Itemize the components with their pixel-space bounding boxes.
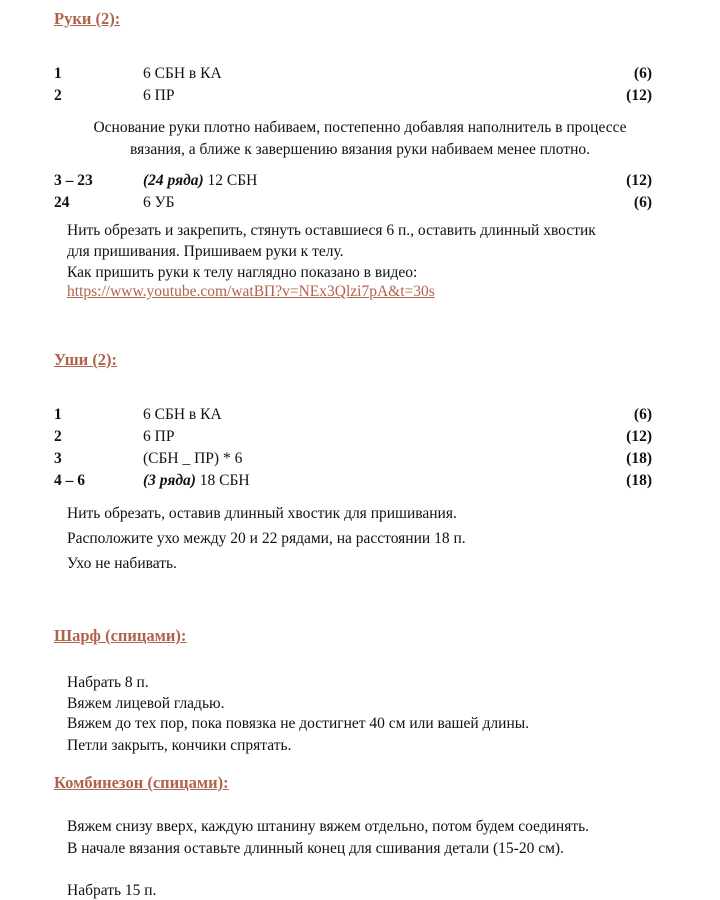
row-instruction: 6 ПР (143, 87, 175, 104)
scarf-heading: Шарф (спицами): (54, 626, 187, 645)
row-instruction (143, 472, 250, 490)
row-stitch: 18 СБН (195, 472, 250, 489)
scarf-line: Набрать 8 п. (67, 674, 149, 691)
row-instruction: 6 СБН в КА (143, 65, 222, 82)
stuffing-note-line: вязания, а ближе к завершению вязания руки набиваем менее плотно. (129, 141, 591, 158)
finish-note-line: Как пришить руки к телу наглядно показано в видео: (67, 264, 418, 281)
row-instruction: (СБН _ ПР) * 6 (143, 450, 243, 467)
row-count: (6) (633, 194, 652, 211)
overalls-line: Вяжем снизу вверх, каждую штанину вяжем отдельно, потом будем соединять. (67, 818, 590, 835)
row-count: (18) (626, 472, 652, 489)
arms-heading: Руки (2): (54, 9, 121, 28)
scarf-line: Петли закрыть, кончики спрятать. (67, 737, 292, 754)
row-stitch: 12 СБН (203, 172, 258, 189)
row-count: (6) (633, 65, 652, 82)
ears-heading: Уши (2): (54, 350, 118, 369)
ears-note-line: Ухо не набивать. (67, 555, 177, 572)
row-number: 24 (54, 194, 70, 211)
row-instruction: 6 УБ (143, 194, 175, 211)
overalls-line: В начале вязания оставьте длинный конец для сшивания детали (15-20 см). (67, 840, 564, 857)
row-number: 2 (54, 87, 62, 104)
row-instruction (143, 172, 257, 190)
row-number: 1 (54, 65, 62, 82)
row-count-italic: (24 ряда) (143, 172, 204, 189)
row-count: (6) (633, 406, 652, 423)
video-link[interactable]: https://www.youtube.com/watВП?v=NEx3Qlzi7pA&t=30s (67, 283, 435, 300)
overalls-heading: Комбинезон (спицами): (54, 773, 229, 792)
ears-note-line: Нить обрезать, оставив длинный хвостик для пришивания. (67, 505, 457, 522)
ears-note-line: Расположите ухо между 20 и 22 рядами, на расстоянии 18 п. (67, 530, 466, 547)
finish-note-line: Нить обрезать и закрепить, стянуть оставшиеся 6 п., оставить длинный хвостик (67, 222, 596, 239)
scarf-line: Вяжем лицевой гладью. (67, 695, 225, 712)
row-number: 3 (54, 450, 62, 467)
overalls-line: Набрать 15 п. (67, 882, 157, 899)
row-number: 1 (54, 406, 62, 423)
row-count: (18) (626, 450, 652, 467)
row-number: 3 – 23 (54, 172, 93, 189)
row-count: (12) (626, 172, 652, 189)
stuffing-note-line: Основание руки плотно набиваем, постепенно добавляя наполнитель в процессе (93, 119, 627, 136)
row-count: (12) (626, 87, 652, 104)
row-number: 2 (54, 428, 62, 445)
row-count: (12) (626, 428, 652, 445)
row-instruction: 6 СБН в КА (143, 406, 222, 423)
scarf-line: Вяжем до тех пор, пока повязка не достигнет 40 см или вашей длины. (67, 715, 530, 732)
row-instruction: 6 ПР (143, 428, 175, 445)
row-number: 4 – 6 (54, 472, 85, 489)
finish-note-line: для пришивания. Пришиваем руки к телу. (67, 243, 344, 260)
row-count-italic: (3 ряда) (143, 472, 196, 489)
